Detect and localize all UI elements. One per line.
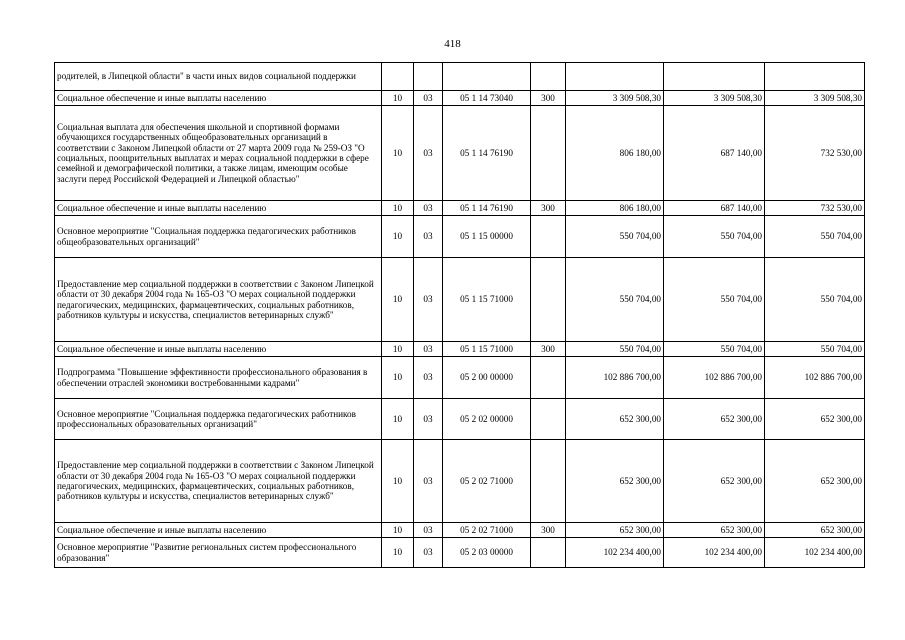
target-article-code [443,63,531,91]
section-code: 10 [382,357,414,399]
section-code: 10 [382,538,414,568]
subsection-code: 03 [414,357,443,399]
section-code: 10 [382,216,414,258]
table-row [55,91,865,106]
target-article-code: 05 1 14 76190 [443,106,531,201]
row-name: Основное мероприятие "Развитие региональных систем профессионального образования" [55,538,382,568]
subsection-code: 03 [414,106,443,201]
subsection-code: 03 [414,201,443,216]
amount-year-3: 3 309 508,30 [765,91,865,106]
section-code: 10 [382,440,414,523]
table-row [55,538,865,568]
amount-year-1: 550 704,00 [566,216,664,258]
target-article-code: 05 2 02 00000 [443,399,531,440]
amount-year-2: 652 300,00 [664,523,765,538]
expense-type-code: 300 [531,342,566,357]
table-row [55,201,865,216]
amount-year-2: 102 234 400,00 [664,538,765,568]
amount-year-3: 550 704,00 [765,258,865,342]
amount-year-3: 652 300,00 [765,523,865,538]
expense-type-code: 300 [531,201,566,216]
amount-year-3: 732 530,00 [765,106,865,201]
subsection-code: 03 [414,216,443,258]
section-code: 10 [382,399,414,440]
amount-year-1: 652 300,00 [566,523,664,538]
amount-year-1: 806 180,00 [566,201,664,216]
row-name: Социальное обеспечение и иные выплаты населению [55,201,382,216]
amount-year-1: 3 309 508,30 [566,91,664,106]
subsection-code: 03 [414,342,443,357]
expense-type-code: 300 [531,91,566,106]
amount-year-1: 652 300,00 [566,440,664,523]
amount-year-1 [566,63,664,91]
amount-year-2 [664,63,765,91]
section-code: 10 [382,106,414,201]
amount-year-2: 550 704,00 [664,258,765,342]
subsection-code: 03 [414,91,443,106]
amount-year-1: 550 704,00 [566,342,664,357]
expense-type-code [531,440,566,523]
target-article-code: 05 2 02 71000 [443,523,531,538]
expense-type-code [531,538,566,568]
table-row [55,106,865,201]
amount-year-2: 3 309 508,30 [664,91,765,106]
target-article-code: 05 2 03 00000 [443,538,531,568]
subsection-code: 03 [414,440,443,523]
amount-year-3: 732 530,00 [765,201,865,216]
expense-type-code [531,216,566,258]
table-row [55,357,865,399]
section-code: 10 [382,258,414,342]
row-name: Социальное обеспечение и иные выплаты населению [55,523,382,538]
section-code: 10 [382,342,414,357]
table-row [55,216,865,258]
amount-year-2: 652 300,00 [664,440,765,523]
amount-year-1: 102 234 400,00 [566,538,664,568]
table-row [55,399,865,440]
amount-year-1: 102 886 700,00 [566,357,664,399]
section-code: 10 [382,523,414,538]
row-name: Социальная выплата для обеспечения школьной и спортивной формами обучающихся государственных общеобразовательных организаций в соответствии с Законом Липецкой области от 27 марта 2009 года № 259-ОЗ "О социальных, поощрительных выплатах и мерах социальной поддержки в сфере семейной и демографической политики, а также лицам, имеющим особые заслуги перед Российской Федерацией и Липецкой областью" [55,106,382,201]
amount-year-1: 806 180,00 [566,106,664,201]
table-row [55,63,865,91]
amount-year-3 [765,63,865,91]
row-name: Подпрограмма "Повышение эффективности профессионального образования в обеспечении отраслей экономики востребованными кадрами" [55,357,382,399]
target-article-code: 05 1 15 71000 [443,258,531,342]
amount-year-3: 550 704,00 [765,216,865,258]
expense-type-code [531,63,566,91]
amount-year-3: 652 300,00 [765,440,865,523]
table-row [55,523,865,538]
subsection-code: 03 [414,538,443,568]
target-article-code: 05 1 14 73040 [443,91,531,106]
amount-year-2: 652 300,00 [664,399,765,440]
row-name: Социальное обеспечение и иные выплаты населению [55,91,382,106]
subsection-code: 03 [414,523,443,538]
table-row [55,342,865,357]
target-article-code: 05 2 00 00000 [443,357,531,399]
amount-year-3: 102 886 700,00 [765,357,865,399]
target-article-code: 05 1 15 71000 [443,342,531,357]
section-code [382,63,414,91]
table-row [55,440,865,523]
page-number: 418 [444,38,461,50]
expense-type-code [531,357,566,399]
subsection-code [414,63,443,91]
expense-type-code [531,106,566,201]
amount-year-1: 550 704,00 [566,258,664,342]
row-name: Социальное обеспечение и иные выплаты населению [55,342,382,357]
row-name: Основное мероприятие "Социальная поддержка педагогических работников профессиональных образовательных организаций" [55,399,382,440]
expense-type-code [531,258,566,342]
row-name: Основное мероприятие "Социальная поддержка педагогических работников общеобразовательных организаций" [55,216,382,258]
section-code: 10 [382,91,414,106]
section-code: 10 [382,201,414,216]
target-article-code: 05 2 02 71000 [443,440,531,523]
row-name: Предоставление мер социальной поддержки в соответствии с Законом Липецкой области от 30 декабря 2004 года № 165-ОЗ "О мерах социальной поддержки педагогических, медицинских, фармацевтических, социальных работников, работников культуры и искусства, специалистов ветеринарных служб" [55,440,382,523]
target-article-code: 05 1 14 76190 [443,201,531,216]
row-name: родителей, в Липецкой области" в части иных видов социальной поддержки [55,63,382,91]
row-name: Предоставление мер социальной поддержки в соответствии с Законом Липецкой области от 30 декабря 2004 года № 165-ОЗ "О мерах социальной поддержки педагогических, медицинских, фармацевтических, социальных работников, работников культуры и искусства, специалистов ветеринарных служб" [55,258,382,342]
table-row [55,258,865,342]
amount-year-2: 687 140,00 [664,201,765,216]
expense-type-code [531,399,566,440]
amount-year-2: 687 140,00 [664,106,765,201]
amount-year-3: 652 300,00 [765,399,865,440]
target-article-code: 05 1 15 00000 [443,216,531,258]
subsection-code: 03 [414,258,443,342]
amount-year-2: 550 704,00 [664,216,765,258]
amount-year-3: 550 704,00 [765,342,865,357]
amount-year-1: 652 300,00 [566,399,664,440]
amount-year-2: 550 704,00 [664,342,765,357]
subsection-code: 03 [414,399,443,440]
budget-table [54,62,865,568]
expense-type-code: 300 [531,523,566,538]
amount-year-3: 102 234 400,00 [765,538,865,568]
amount-year-2: 102 886 700,00 [664,357,765,399]
